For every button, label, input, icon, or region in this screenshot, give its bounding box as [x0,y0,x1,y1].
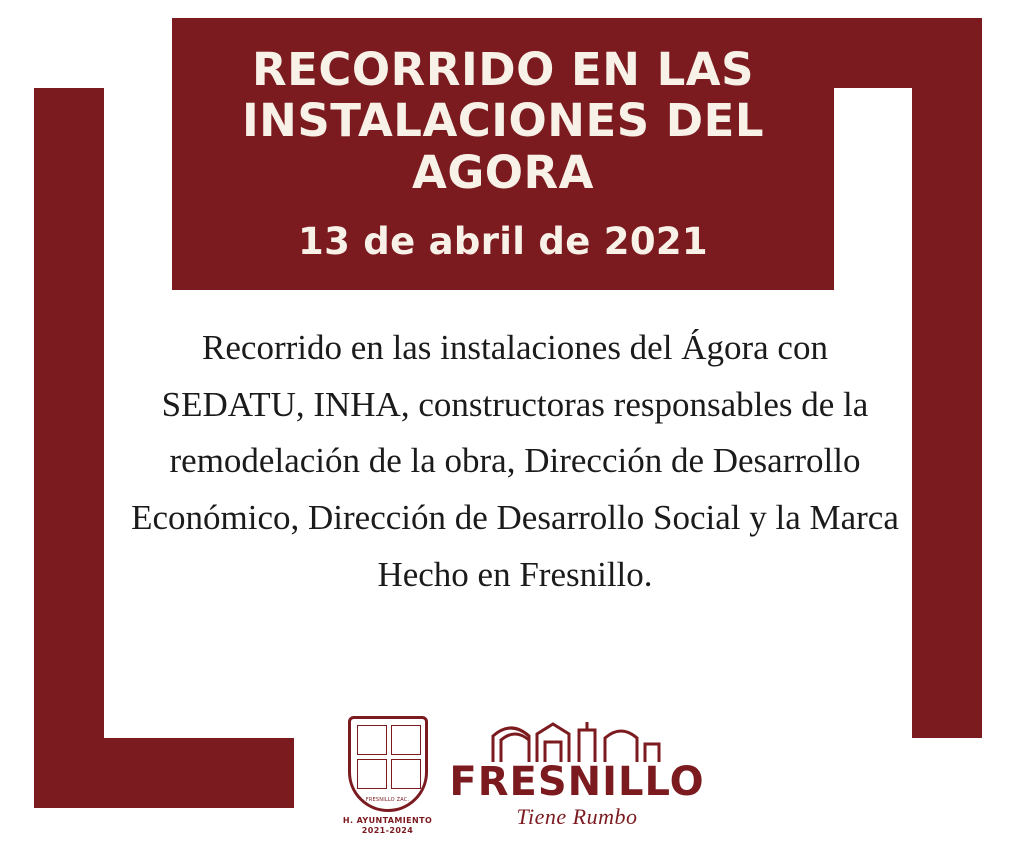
footer-logos [0,712,1024,852]
brand-tagline: Tiene Rumbo [516,804,638,829]
body-paragraph: Recorrido en las instalaciones del Ágora con SEDATU, INHA, constructoras responsables de la remodelación de la obra, Dirección de Desarrollo Económico, Dirección de Desarrollo Social y la Marca Hecho en Fresnillo. [131,328,899,594]
frame-right-bar [912,18,982,808]
crest-caption [343,816,432,836]
page-title-line-1: RECORRIDO EN LAS [252,43,754,96]
page-title-line-2: INSTALACIONES DEL [241,94,765,148]
event-date: 13 de abril de 2021 [298,219,708,263]
crest-banner-text: FRESNILLO ZAC. [365,797,410,803]
title-banner [172,18,834,290]
frame-cutout-top-left [34,18,184,88]
crest-quadrant-3 [357,759,387,789]
brand-wordmark: FRESNILLO [449,759,705,805]
frame-left-bar [34,18,104,808]
crest-quadrant-4 [391,759,421,789]
skyline-icon [487,716,667,764]
crest-quadrant-2 [391,725,421,755]
page-title-line-3: AGORA [412,145,594,199]
crest-caption-line-1: H. AYUNTAMIENTO [342,816,433,825]
crest-shield-icon [348,716,428,812]
municipal-crest-logo [340,716,436,848]
fresnillo-brand-logo [449,716,705,848]
crest-quadrant-1 [357,725,387,755]
crest-caption-line-2: 2021-2024 [361,826,414,835]
